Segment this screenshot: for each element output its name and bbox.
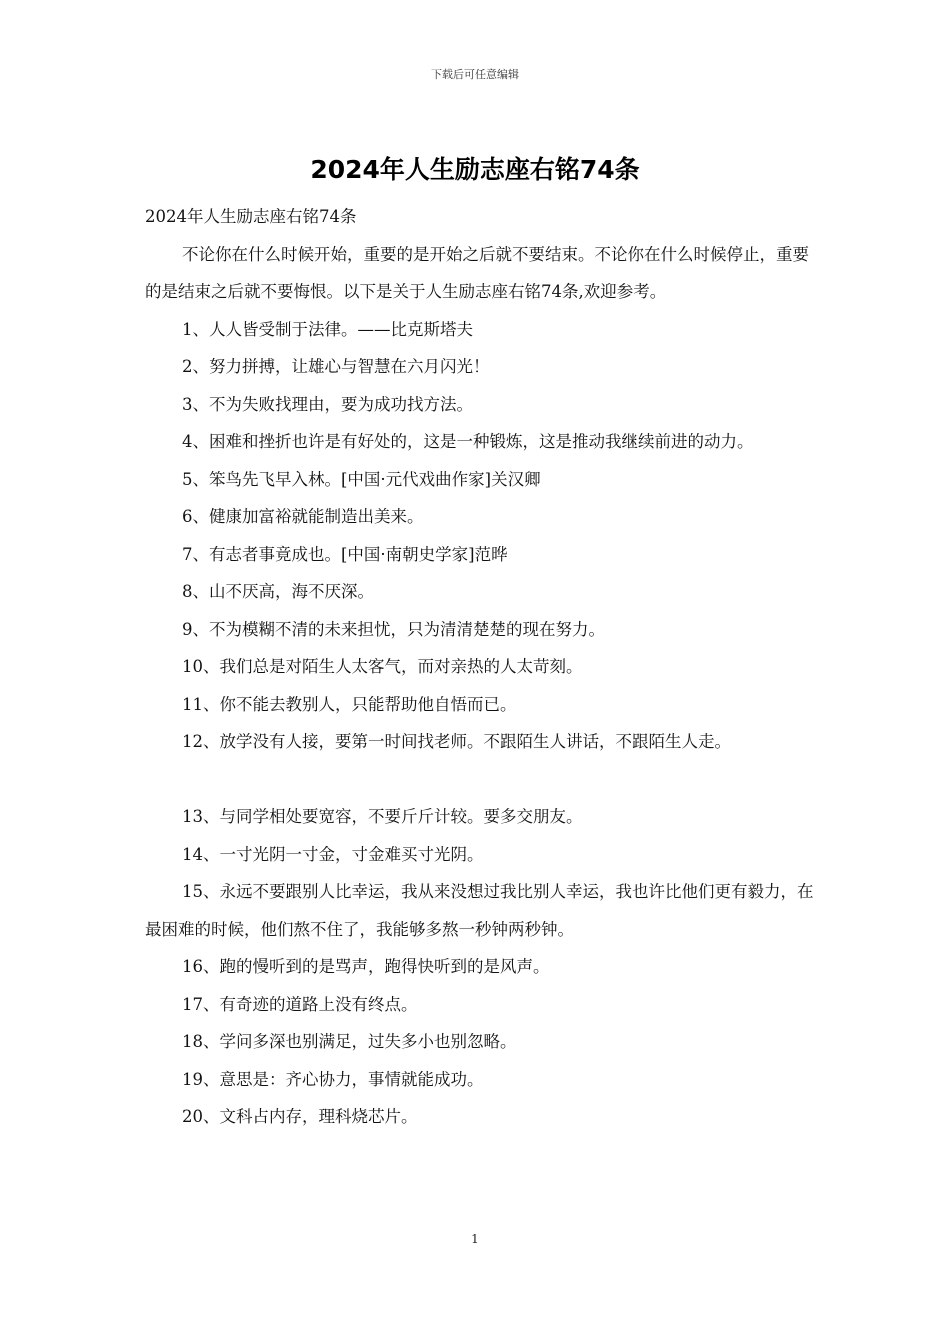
document-body	[145, 198, 825, 1136]
list-item: 17、有奇迹的道路上没有终点。	[182, 994, 418, 1014]
list-item: 4、困难和挫折也许是有好处的，这是一种锻炼，这是推动我继续前进的动力。	[182, 432, 754, 451]
intro-paragraph: 不论你在什么时候开始，重要的是开始之后就不要结束。不论你在什么时候停止，重要的是结束之后就不要悔恨。以下是关于人生励志座右铭74条,欢迎参考。	[145, 244, 809, 301]
page-header: 下载后可任意编辑	[431, 68, 519, 81]
document-title: 2024年人生励志座右铭74条	[310, 155, 640, 184]
list-item: 7、有志者事竟成也。[中国·南朝史学家]范晔	[182, 544, 508, 564]
list-item: 13、与同学相处要宽容，不要斤斤计较。要多交朋友。	[182, 807, 583, 826]
list-item: 6、健康加富裕就能制造出美来。	[182, 507, 424, 526]
list-item: 9、不为模糊不清的未来担忧，只为清清楚楚的现在努力。	[182, 619, 605, 639]
list-item: 8、山不厌高，海不厌深。	[182, 582, 374, 601]
list-item: 20、文科占内存，理科烧芯片。	[182, 1107, 418, 1126]
list-item: 5、笨鸟先飞早入林。[中国·元代戏曲作家]关汉卿	[182, 469, 541, 489]
list-item: 19、意思是：齐心协力，事情就能成功。	[182, 1069, 484, 1089]
list-item: 14、一寸光阴一寸金，寸金难买寸光阴。	[182, 844, 484, 864]
list-item: 12、放学没有人接，要第一时间找老师。不跟陌生人讲话，不跟陌生人走。	[182, 732, 731, 751]
list-item: 18、学问多深也别满足，过失多小也别忽略。	[182, 1032, 517, 1051]
list-item: 2、努力拼搏，让雄心与智慧在六月闪光！	[182, 357, 490, 376]
list-item: 3、不为失败找理由，要为成功找方法。	[182, 394, 473, 414]
list-item: 10、我们总是对陌生人太客气，而对亲热的人太苛刻。	[182, 657, 583, 676]
page-number: 1	[471, 1232, 479, 1246]
blank-line	[145, 761, 825, 799]
list-item: 11、你不能去教别人，只能帮助他自悟而已。	[182, 694, 517, 714]
list-item: 15、永远不要跟别人比幸运，我从来没想过我比别人幸运，我也许比他们更有毅力，在最困难的时候，他们熬不住了，我能够多熬一秒钟两秒钟。	[145, 882, 814, 939]
list-item: 16、跑的慢听到的是骂声，跑得快听到的是风声。	[182, 957, 550, 976]
list-item: 1、人人皆受制于法律。——比克斯塔夫	[182, 319, 473, 339]
document-subtitle: 2024年人生励志座右铭74条	[145, 207, 357, 226]
